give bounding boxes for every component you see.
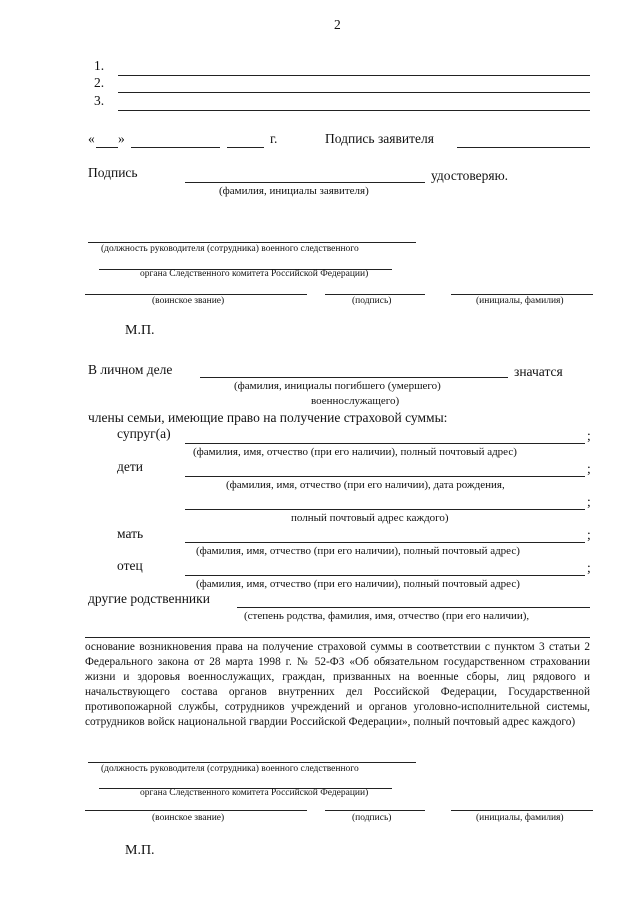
date-quote-open: « [88, 131, 95, 146]
date-quote-close: » [118, 131, 125, 146]
father-caption: (фамилия, имя, отчество (при его наличии), полный почтовый адрес) [196, 578, 520, 590]
official-1-signature-line[interactable] [325, 294, 425, 295]
mother-label: мать [117, 526, 144, 541]
children-caption-2: полный почтовый адрес каждого) [291, 512, 449, 524]
personal-file-intro: В личном деле [88, 362, 173, 377]
official-1-position-caption: (должность руководителя (сотрудника) военного следственного [101, 244, 359, 254]
official-1-initials-line[interactable] [451, 294, 593, 295]
official-1-rank-line[interactable] [85, 294, 307, 295]
official-2-position-caption: (должность руководителя (сотрудника) военного следственного [101, 764, 359, 774]
father-line[interactable] [185, 575, 585, 576]
children-label: дети [117, 459, 143, 474]
spouse-line[interactable] [185, 443, 585, 444]
official-2-body-caption: органа Следственного комитета Российской Федерации) [140, 788, 369, 798]
applicant-signature-line[interactable] [457, 147, 590, 148]
official-1-stamp: М.П. [125, 323, 155, 338]
list-line-2[interactable] [118, 92, 590, 93]
official-2-rank-caption: (воинское звание) [152, 813, 225, 823]
list-number-3: 3. [94, 93, 105, 108]
official-1-body-caption: органа Следственного комитета Российской Федерации) [140, 269, 369, 279]
basis-paragraph: основание возникновения права на получение страховой суммы в соответствии с пунктом 3 статьи 2 Федерального закона от 28 марта 1998 г. № 52-ФЗ «Об обязательном государственном страховании жизни и здоровья военнослужащих, граждан, призванных на военные сборы, лиц рядового и начальствующего состава органов внутренних дел Российской Федерации, Государственной противопожарной службы, сотрудников учреждений и органов уголовно-исполнительной системы, сотрудников войск национальной гвардии Российской Федерации», полный почтовый адрес каждого) [85, 641, 590, 728]
other-relatives-line-2[interactable] [85, 637, 590, 638]
other-relatives-label: другие родственники [88, 591, 210, 606]
list-number-2: 2. [94, 75, 105, 90]
children-semicolon-1: ; [587, 461, 591, 476]
page-number: 2 [334, 17, 341, 32]
deceased-caption-1: (фамилия, инициалы погибшего (умершего) [234, 380, 441, 392]
date-year-line[interactable] [227, 147, 264, 148]
list-number-1: 1. [94, 58, 105, 73]
father-semicolon: ; [587, 560, 591, 575]
applicant-name-caption: (фамилия, инициалы заявителя) [219, 185, 369, 197]
father-label: отец [117, 558, 143, 573]
listed-word: значатся [514, 364, 563, 379]
mother-caption: (фамилия, имя, отчество (при его наличии), полный почтовый адрес) [196, 545, 520, 557]
other-relatives-line[interactable] [237, 607, 590, 608]
mother-semicolon: ; [587, 527, 591, 542]
spouse-label: супруг(а) [117, 426, 171, 441]
deceased-name-line[interactable] [200, 377, 508, 378]
children-line-1[interactable] [185, 476, 585, 477]
date-day-line[interactable] [96, 147, 118, 148]
list-line-1[interactable] [118, 75, 590, 76]
mother-line[interactable] [185, 542, 585, 543]
certify-word: удостоверяю. [431, 168, 509, 183]
children-caption-1: (фамилия, имя, отчество (при его наличии), дата рождения, [226, 479, 505, 491]
official-1-position-line[interactable] [88, 242, 416, 243]
applicant-name-line[interactable] [185, 182, 425, 183]
official-1-initials-caption: (инициалы, фамилия) [476, 296, 564, 306]
children-line-2[interactable] [185, 509, 585, 510]
official-2-position-line[interactable] [88, 762, 416, 763]
family-members-heading: члены семьи, имеющие право на получение страховой суммы: [88, 410, 448, 425]
official-1-signature-caption: (подпись) [352, 296, 392, 306]
date-month-line[interactable] [131, 147, 220, 148]
deceased-caption-2: военнослужащего) [311, 395, 400, 407]
children-semicolon-2: ; [587, 494, 591, 509]
official-2-rank-line[interactable] [85, 810, 307, 811]
other-relatives-caption: (степень родства, фамилия, имя, отчество (при его наличии), [244, 610, 530, 622]
list-line-3[interactable] [118, 110, 590, 111]
signature-word: Подпись [88, 165, 138, 180]
official-2-initials-caption: (инициалы, фамилия) [476, 813, 564, 823]
official-2-signature-line[interactable] [325, 810, 425, 811]
official-2-signature-caption: (подпись) [352, 813, 392, 823]
official-1-rank-caption: (воинское звание) [152, 296, 225, 306]
official-2-stamp: М.П. [125, 843, 155, 858]
official-2-initials-line[interactable] [451, 810, 593, 811]
spouse-semicolon: ; [587, 428, 591, 443]
date-year-suffix: г. [270, 131, 278, 146]
applicant-signature-label: Подпись заявителя [325, 131, 434, 146]
spouse-caption: (фамилия, имя, отчество (при его наличии), полный почтовый адрес) [193, 446, 517, 458]
